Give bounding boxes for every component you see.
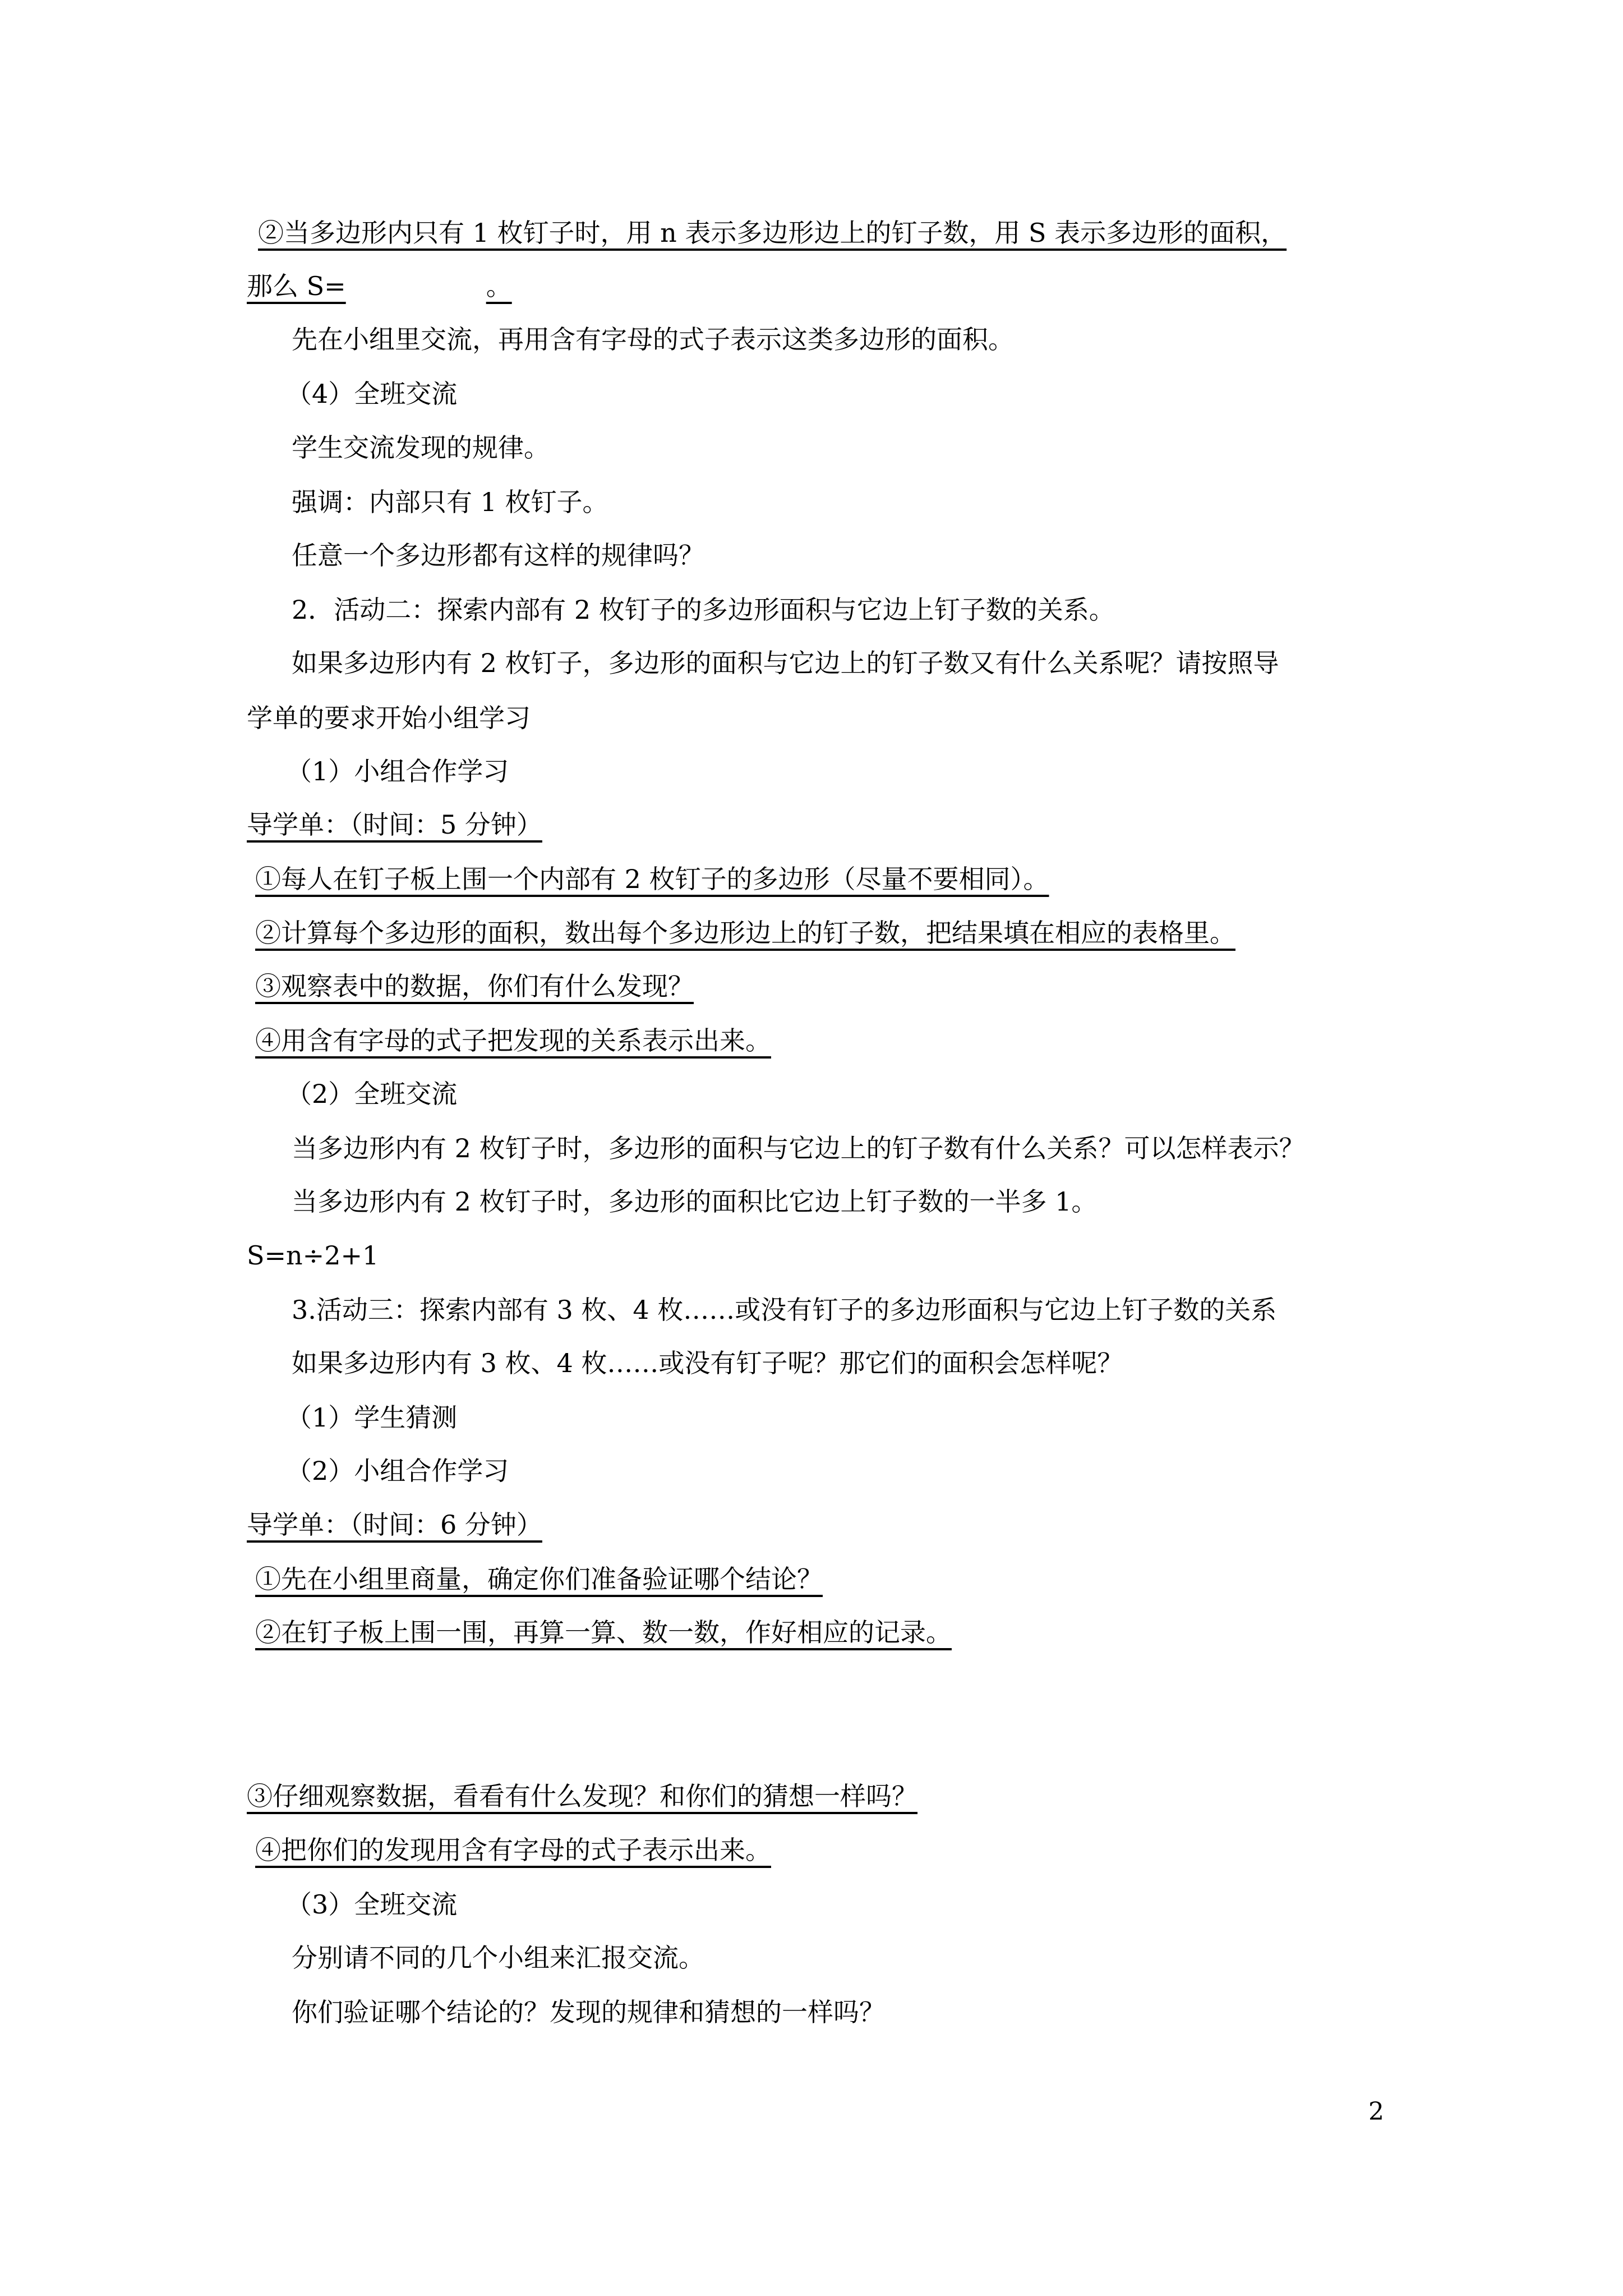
text-line: （1）小组合作学习 — [286, 756, 509, 786]
text-line: ④把你们的发现用含有字母的式子表示出来。 — [255, 1835, 771, 1865]
answer-blank — [346, 269, 486, 303]
text-line: ③观察表中的数据，你们有什么发现？ — [255, 971, 694, 1001]
text-line: （2）小组合作学习 — [286, 1456, 509, 1486]
text-line — [247, 269, 512, 303]
text-line: ④用含有字母的式子把发现的关系表示出来。 — [255, 1025, 771, 1056]
text-line: 强调：内部只有 1 枚钉子。 — [292, 487, 608, 517]
text-line: （1）学生猜测 — [286, 1402, 458, 1433]
text-line: 如果多边形内有 3 枚、4 枚……或没有钉子呢？那它们的面积会怎样呢？ — [292, 1348, 1123, 1378]
formula-line: S=n÷2+1 — [247, 1240, 379, 1271]
text-line: 学生交流发现的规律。 — [292, 432, 550, 463]
text-line: 3.活动三：探索内部有 3 枚、4 枚……或没有钉子的多边形面积与它边上钉子数的关系 — [292, 1295, 1277, 1325]
text-line: ③仔细观察数据，看看有什么发现？和你们的猜想一样吗？ — [247, 1781, 917, 1811]
text-line: 2．活动二：探索内部有 2 枚钉子的多边形面积与它边上钉子数的关系。 — [292, 595, 1115, 625]
text-line: 当多边形内有 2 枚钉子时，多边形的面积与它边上的钉子数有什么关系？可以怎样表示？ — [292, 1133, 1305, 1163]
text-line: 先在小组里交流，再用含有字母的式子表示这类多边形的面积。 — [292, 324, 1014, 355]
text-line: 学单的要求开始小组学习 — [247, 703, 531, 733]
formula-prefix: 那么 S= — [247, 271, 346, 301]
guide-sheet-heading: 导学单：（时间：5 分钟） — [247, 809, 542, 840]
text-line: （2）全班交流 — [286, 1079, 458, 1109]
page-number: 2 — [1368, 2097, 1384, 2126]
text-line: 当多边形内有 2 枚钉子时，多边形的面积比它边上钉子数的一半多 1。 — [292, 1186, 1098, 1217]
text-line: ②当多边形内只有 1 枚钉子时，用 n 表示多边形边上的钉子数，用 S 表示多边形的面积， — [258, 218, 1287, 248]
guide-sheet-heading: 导学单：（时间：6 分钟） — [247, 1510, 542, 1540]
text-line: 分别请不同的几个小组来汇报交流。 — [292, 1943, 704, 1973]
text-line: 你们验证哪个结论的？发现的规律和猜想的一样吗？ — [292, 1997, 885, 2027]
text-line: （3）全班交流 — [286, 1889, 458, 1920]
formula-suffix: 。 — [486, 271, 512, 301]
text-line: （4）全班交流 — [286, 379, 458, 409]
text-line: 如果多边形内有 2 枚钉子，多边形的面积与它边上的钉子数又有什么关系呢？请按照导 — [292, 648, 1279, 678]
text-line: 任意一个多边形都有这样的规律吗？ — [292, 540, 704, 570]
text-line: ①先在小组里商量，确定你们准备验证哪个结论？ — [255, 1564, 823, 1594]
text-line: ②在钉子板上围一围，再算一算、数一数，作好相应的记录。 — [255, 1617, 952, 1648]
text-line: ①每人在钉子板上围一个内部有 2 枚钉子的多边形（尽量不要相同）。 — [255, 864, 1049, 894]
text-line: ②计算每个多边形的面积，数出每个多边形边上的钉子数，把结果填在相应的表格里。 — [255, 918, 1235, 948]
